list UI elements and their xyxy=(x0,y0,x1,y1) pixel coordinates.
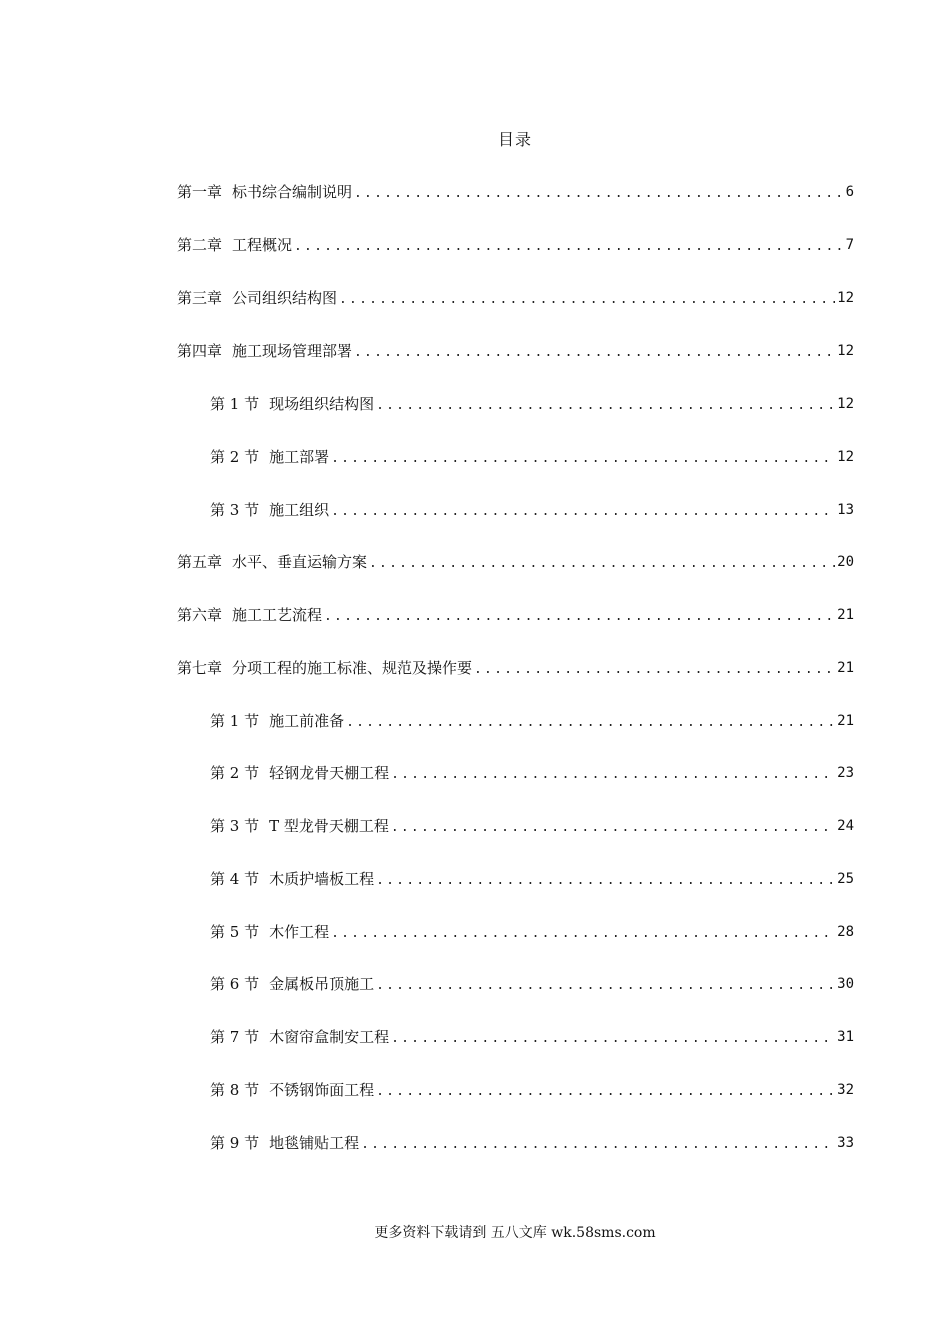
toc-entry-number: 第 3 节 xyxy=(210,817,260,835)
toc-entry[interactable] xyxy=(177,284,854,308)
toc-entry-number: 第五章 xyxy=(177,553,223,571)
toc-entry-number: 第四章 xyxy=(177,342,223,360)
toc-entry-number: 第 3 节 xyxy=(210,501,260,519)
toc-entry[interactable] xyxy=(177,654,854,678)
toc-entry-number: 第六章 xyxy=(177,606,223,624)
toc-dot-leader xyxy=(294,239,844,255)
toc-entry-page: 21 xyxy=(837,660,854,676)
toc-dot-leader xyxy=(391,767,835,783)
toc-entry-number: 第三章 xyxy=(177,289,223,307)
toc-entry-title: 木作工程 xyxy=(269,923,330,941)
toc-entry[interactable] xyxy=(210,1076,854,1100)
toc-entry[interactable] xyxy=(210,1023,854,1047)
toc-dot-leader xyxy=(361,1137,835,1153)
toc-dot-leader xyxy=(474,662,835,678)
toc-entry-page: 7 xyxy=(845,237,854,253)
toc-entry[interactable] xyxy=(210,443,854,467)
toc-entry-page: 12 xyxy=(837,396,854,412)
toc-entry-title: 金属板吊顶施工 xyxy=(269,975,375,993)
toc-entry[interactable] xyxy=(210,1129,854,1153)
toc-dot-leader xyxy=(331,926,835,942)
toc-entry-page: 23 xyxy=(837,765,854,781)
toc-entry[interactable] xyxy=(177,231,854,255)
toc-dot-leader xyxy=(354,186,844,202)
toc-entry-page: 12 xyxy=(837,290,854,306)
toc-entry[interactable] xyxy=(210,918,854,942)
toc-dot-leader xyxy=(324,609,835,625)
toc-entry-title: 工程概况 xyxy=(232,236,293,254)
toc-entry-title: 标书综合编制说明 xyxy=(232,183,353,201)
toc-entry-number: 第 2 节 xyxy=(210,764,260,782)
toc-entry-title: 施工组织 xyxy=(269,501,330,519)
toc-dot-leader xyxy=(369,556,835,572)
toc-entry-number: 第 6 节 xyxy=(210,975,260,993)
toc-entry-number: 第一章 xyxy=(177,183,223,201)
toc-entry[interactable] xyxy=(177,178,854,202)
toc-entry-number: 第 1 节 xyxy=(210,712,260,730)
toc-entry[interactable] xyxy=(177,337,854,361)
toc-entry-page: 25 xyxy=(837,871,854,887)
toc-entry-number: 第二章 xyxy=(177,236,223,254)
toc-entry-number: 第 2 节 xyxy=(210,448,260,466)
footer-download-note: 更多资料下载请到 五八文库 wk.58sms.com xyxy=(374,1225,656,1241)
toc-dot-leader xyxy=(376,398,835,414)
toc-entry-page: 12 xyxy=(837,449,854,465)
toc-entry-number: 第 7 节 xyxy=(210,1028,260,1046)
toc-dot-leader xyxy=(339,292,835,308)
toc-entry-title: 分项工程的施工标准、规范及操作要 xyxy=(232,659,473,677)
page-title: 目录 xyxy=(497,130,532,149)
toc-entry-title: 木窗帘盒制安工程 xyxy=(269,1028,390,1046)
toc-entry-page: 20 xyxy=(837,554,854,570)
toc-entry-page: 30 xyxy=(837,976,854,992)
toc-entry[interactable] xyxy=(177,601,854,625)
toc-entry-title: 现场组织结构图 xyxy=(269,395,375,413)
toc-entry-page: 33 xyxy=(837,1135,854,1151)
toc-entry[interactable] xyxy=(210,707,854,731)
toc-entry-title: 施工现场管理部署 xyxy=(232,342,353,360)
toc-dot-leader xyxy=(391,820,835,836)
toc-entry[interactable] xyxy=(210,759,854,783)
toc-entry-number: 第 1 节 xyxy=(210,395,260,413)
toc-dot-leader xyxy=(391,1031,835,1047)
toc-entry-number: 第 5 节 xyxy=(210,923,260,941)
toc-entry-title: 不锈钢饰面工程 xyxy=(269,1081,375,1099)
toc-entry-title: 施工前准备 xyxy=(269,712,345,730)
toc-entry-title: 施工工艺流程 xyxy=(232,606,323,624)
toc-entry[interactable] xyxy=(177,548,854,572)
toc-entry-page: 21 xyxy=(837,607,854,623)
toc-dot-leader xyxy=(376,978,835,994)
toc-entry-title: 水平、垂直运输方案 xyxy=(232,553,368,571)
toc-entry-number: 第 9 节 xyxy=(210,1134,260,1152)
toc-dot-leader xyxy=(346,715,835,731)
toc-dot-leader xyxy=(354,345,835,361)
toc-entry[interactable] xyxy=(210,970,854,994)
toc-dot-leader xyxy=(331,504,835,520)
toc-entry-number: 第 4 节 xyxy=(210,870,260,888)
toc-entry-number: 第七章 xyxy=(177,659,223,677)
toc-entry-page: 21 xyxy=(837,713,854,729)
toc-entry-page: 24 xyxy=(837,818,854,834)
toc-entry[interactable] xyxy=(210,390,854,414)
toc-dot-leader xyxy=(331,451,835,467)
toc-entry-page: 12 xyxy=(837,343,854,359)
toc-entry-page: 6 xyxy=(845,184,854,200)
toc-entry-page: 28 xyxy=(837,924,854,940)
toc-entry-title: 木质护墙板工程 xyxy=(269,870,375,888)
toc-dot-leader xyxy=(376,873,835,889)
toc-entry[interactable] xyxy=(210,812,854,836)
toc-entry-page: 31 xyxy=(837,1029,854,1045)
toc-entry-title: 施工部署 xyxy=(269,448,330,466)
toc-dot-leader xyxy=(376,1084,835,1100)
toc-entry-title: 轻钢龙骨天棚工程 xyxy=(269,764,390,782)
toc-entry[interactable] xyxy=(210,496,854,520)
toc-entry-title: 地毯铺贴工程 xyxy=(269,1134,360,1152)
toc-entry-title: 公司组织结构图 xyxy=(232,289,338,307)
toc-entry-page: 13 xyxy=(837,502,854,518)
toc-entry-page: 32 xyxy=(837,1082,854,1098)
toc-entry-number: 第 8 节 xyxy=(210,1081,260,1099)
toc-entry-title: T 型龙骨天棚工程 xyxy=(269,817,389,835)
toc-entry[interactable] xyxy=(210,865,854,889)
